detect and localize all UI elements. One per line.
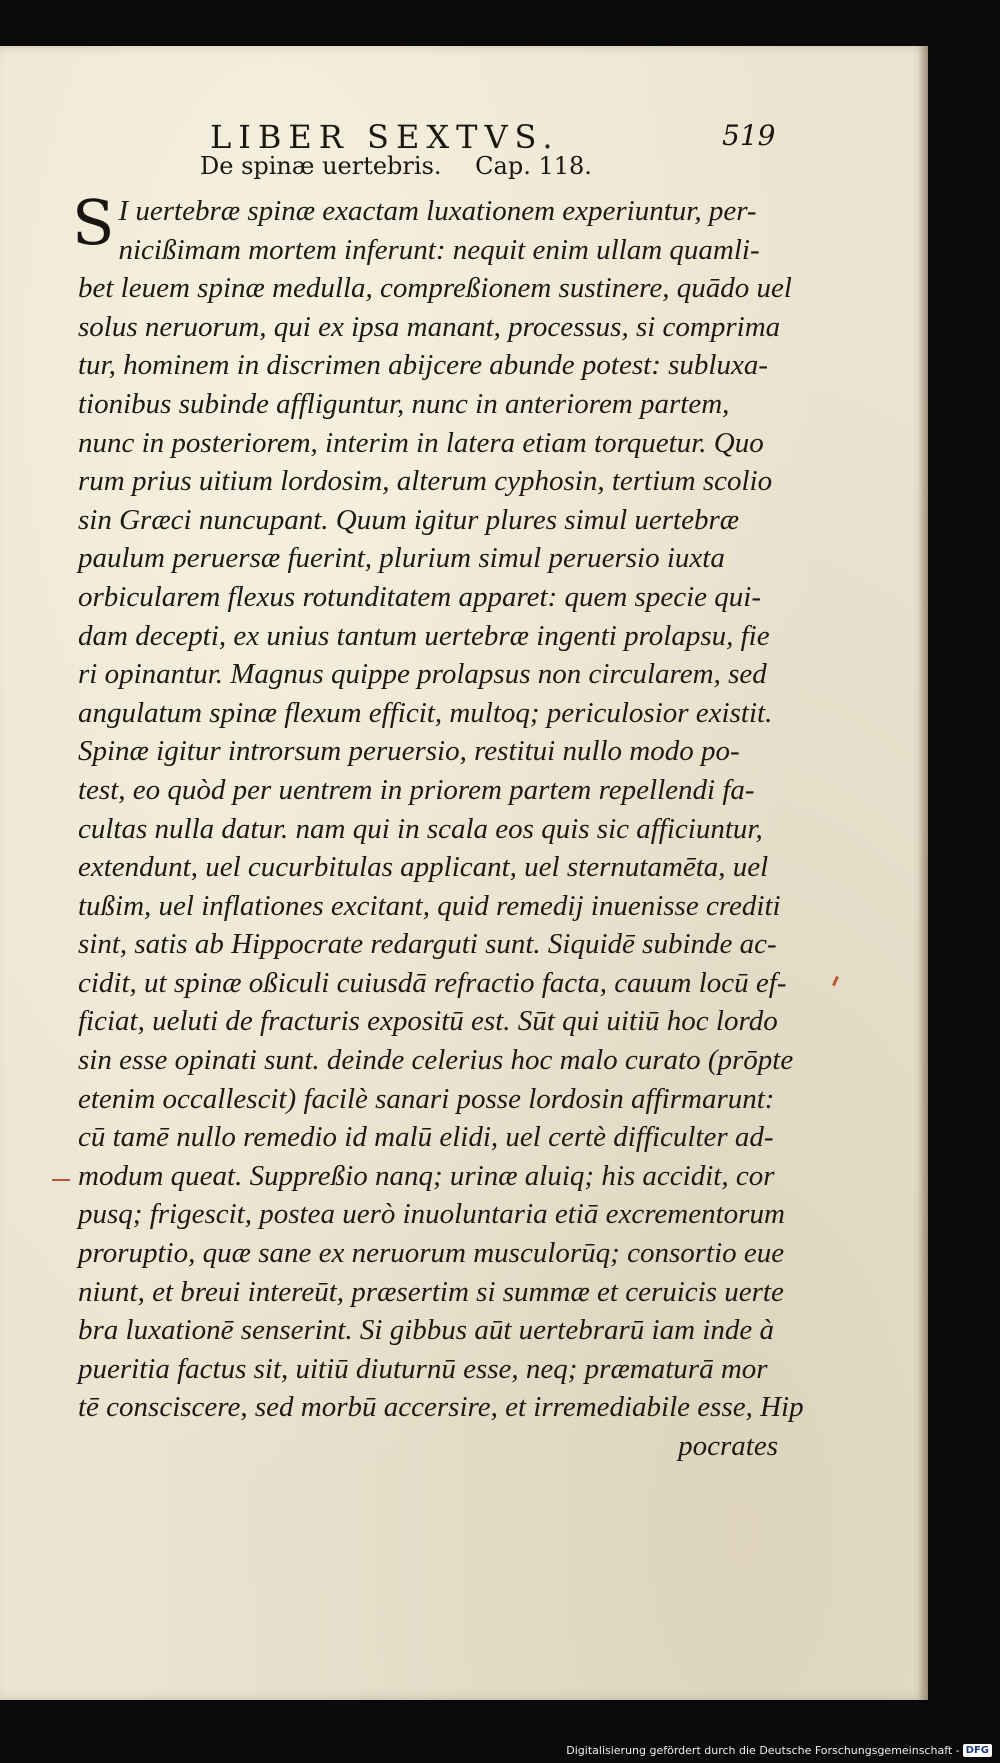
text-line: niunt, et breui intereūt, præsertim si summæ et ceruicis uerte (78, 1275, 784, 1308)
text-line: ficiat, ueluti de fracturis expositū est. Sūt qui uitiū hoc lordo (78, 1005, 778, 1038)
chapter-number: Cap. 118. (475, 152, 592, 180)
text-line: bra luxationē senserint. Si gibbus aūt uertebrarū iam inde à (78, 1314, 774, 1347)
catchword: pocrates (678, 1430, 778, 1462)
text-line: cū tamē nullo remedio id malū elidi, uel certè difficulter ad- (78, 1121, 774, 1154)
text-line: proruptio, quæ sane ex neruorum musculorūq; consortio eue (78, 1237, 785, 1270)
text-line: etenim occallescit) facilè sanari posse lordosin affirmarunt: (78, 1082, 775, 1115)
text-line: solus neruorum, qui ex ipsa manant, processus, si comprima (78, 310, 781, 343)
text-line: nunc in posteriorem, interim in latera etiam torquetur. Quo (78, 426, 764, 459)
text-line: tē consciscere, sed morbū accersire, et irremediabile esse, Hip (78, 1391, 804, 1424)
chapter-title: De spinæ uertebris. (200, 152, 442, 180)
text-line: dam decepti, ex unius tantum uertebræ ingenti prolapsu, fie (78, 619, 770, 652)
text-line: tur, hominem in discrimen abijcere abunde potest: subluxa- (78, 349, 768, 382)
text-line: pusq; frigescit, postea uerò inuoluntaria etiā excrementorum (78, 1198, 785, 1231)
text-line: tußim, uel inflationes excitant, quid remedij inuenisse crediti (78, 889, 781, 922)
margin-mark (52, 1179, 70, 1181)
text-line: tionibus subinde affliguntur, nunc in anteriorem partem, (78, 387, 730, 420)
folio-page-number: 519 (722, 119, 776, 152)
book-page (0, 46, 928, 1700)
text-line: cultas nulla datur. nam qui in scala eos quis sic afficiuntur, (78, 812, 763, 845)
text-line: test, eo quòd per uentrem in priorem partem repellendi fa- (78, 773, 755, 806)
text-line: modum queat. Suppreßio nanq; urinæ aluiq; his accidit, cor (78, 1159, 775, 1192)
drop-initial: S (72, 186, 115, 259)
page-edge-shadow (918, 46, 928, 1700)
text-line: sin Græci nuncupant. Quum igitur plures simul uertebræ (78, 503, 740, 536)
text-line: bet leuem spinæ medulla, compreßionem sustinere, quādo uel (78, 272, 792, 305)
text-line: cidit, ut spinæ oßiculi cuiusdā refractio facta, cauum locū ef- (78, 966, 787, 999)
text-line: sint, satis ab Hippocrate redarguti sunt. Siquidē subinde ac- (78, 928, 777, 961)
dfg-logo: DFG (963, 1744, 992, 1757)
digitization-credit (566, 1744, 992, 1757)
text-line: pueritia factus sit, uitiū diuturnū esse, neq; præmaturā mor (78, 1352, 768, 1385)
text-line: I uertebræ spinæ exactam luxationem experiuntur, per- (118, 195, 757, 227)
credit-text: Digitalisierung gefördert durch die Deutsche Forschungsgemeinschaft - (566, 1744, 960, 1757)
body-text (72, 186, 804, 1466)
text-line: extendunt, uel cucurbitulas applicant, uel sternutamēta, uel (78, 851, 769, 884)
text-line: nicißimam mortem inferunt: nequit enim ullam quamli- (118, 233, 760, 266)
text-line: paulum peruersæ fuerint, plurium simul peruersio iuxta (78, 542, 725, 575)
text-line: rum prius uitium lordosim, alterum cyphosin, tertium scolio (78, 465, 773, 498)
margin-mark (832, 976, 839, 986)
chapter-heading (200, 152, 592, 180)
text-line: sin esse opinati sunt. deinde celerius hoc malo curato (prōpte (78, 1044, 794, 1077)
text-line: orbicularem flexus rotunditatem apparet: quem specie qui- (78, 580, 761, 613)
running-head: LIBER SEXTVS. (210, 118, 560, 156)
text-line: ri opinantur. Magnus quippe prolapsus non circularem, sed (78, 658, 767, 691)
text-line: angulatum spinæ flexum efficit, multoq; periculosior existit. (78, 696, 773, 729)
text-line: Spinæ igitur introrsum peruersio, restitui nullo modo po- (78, 735, 740, 768)
